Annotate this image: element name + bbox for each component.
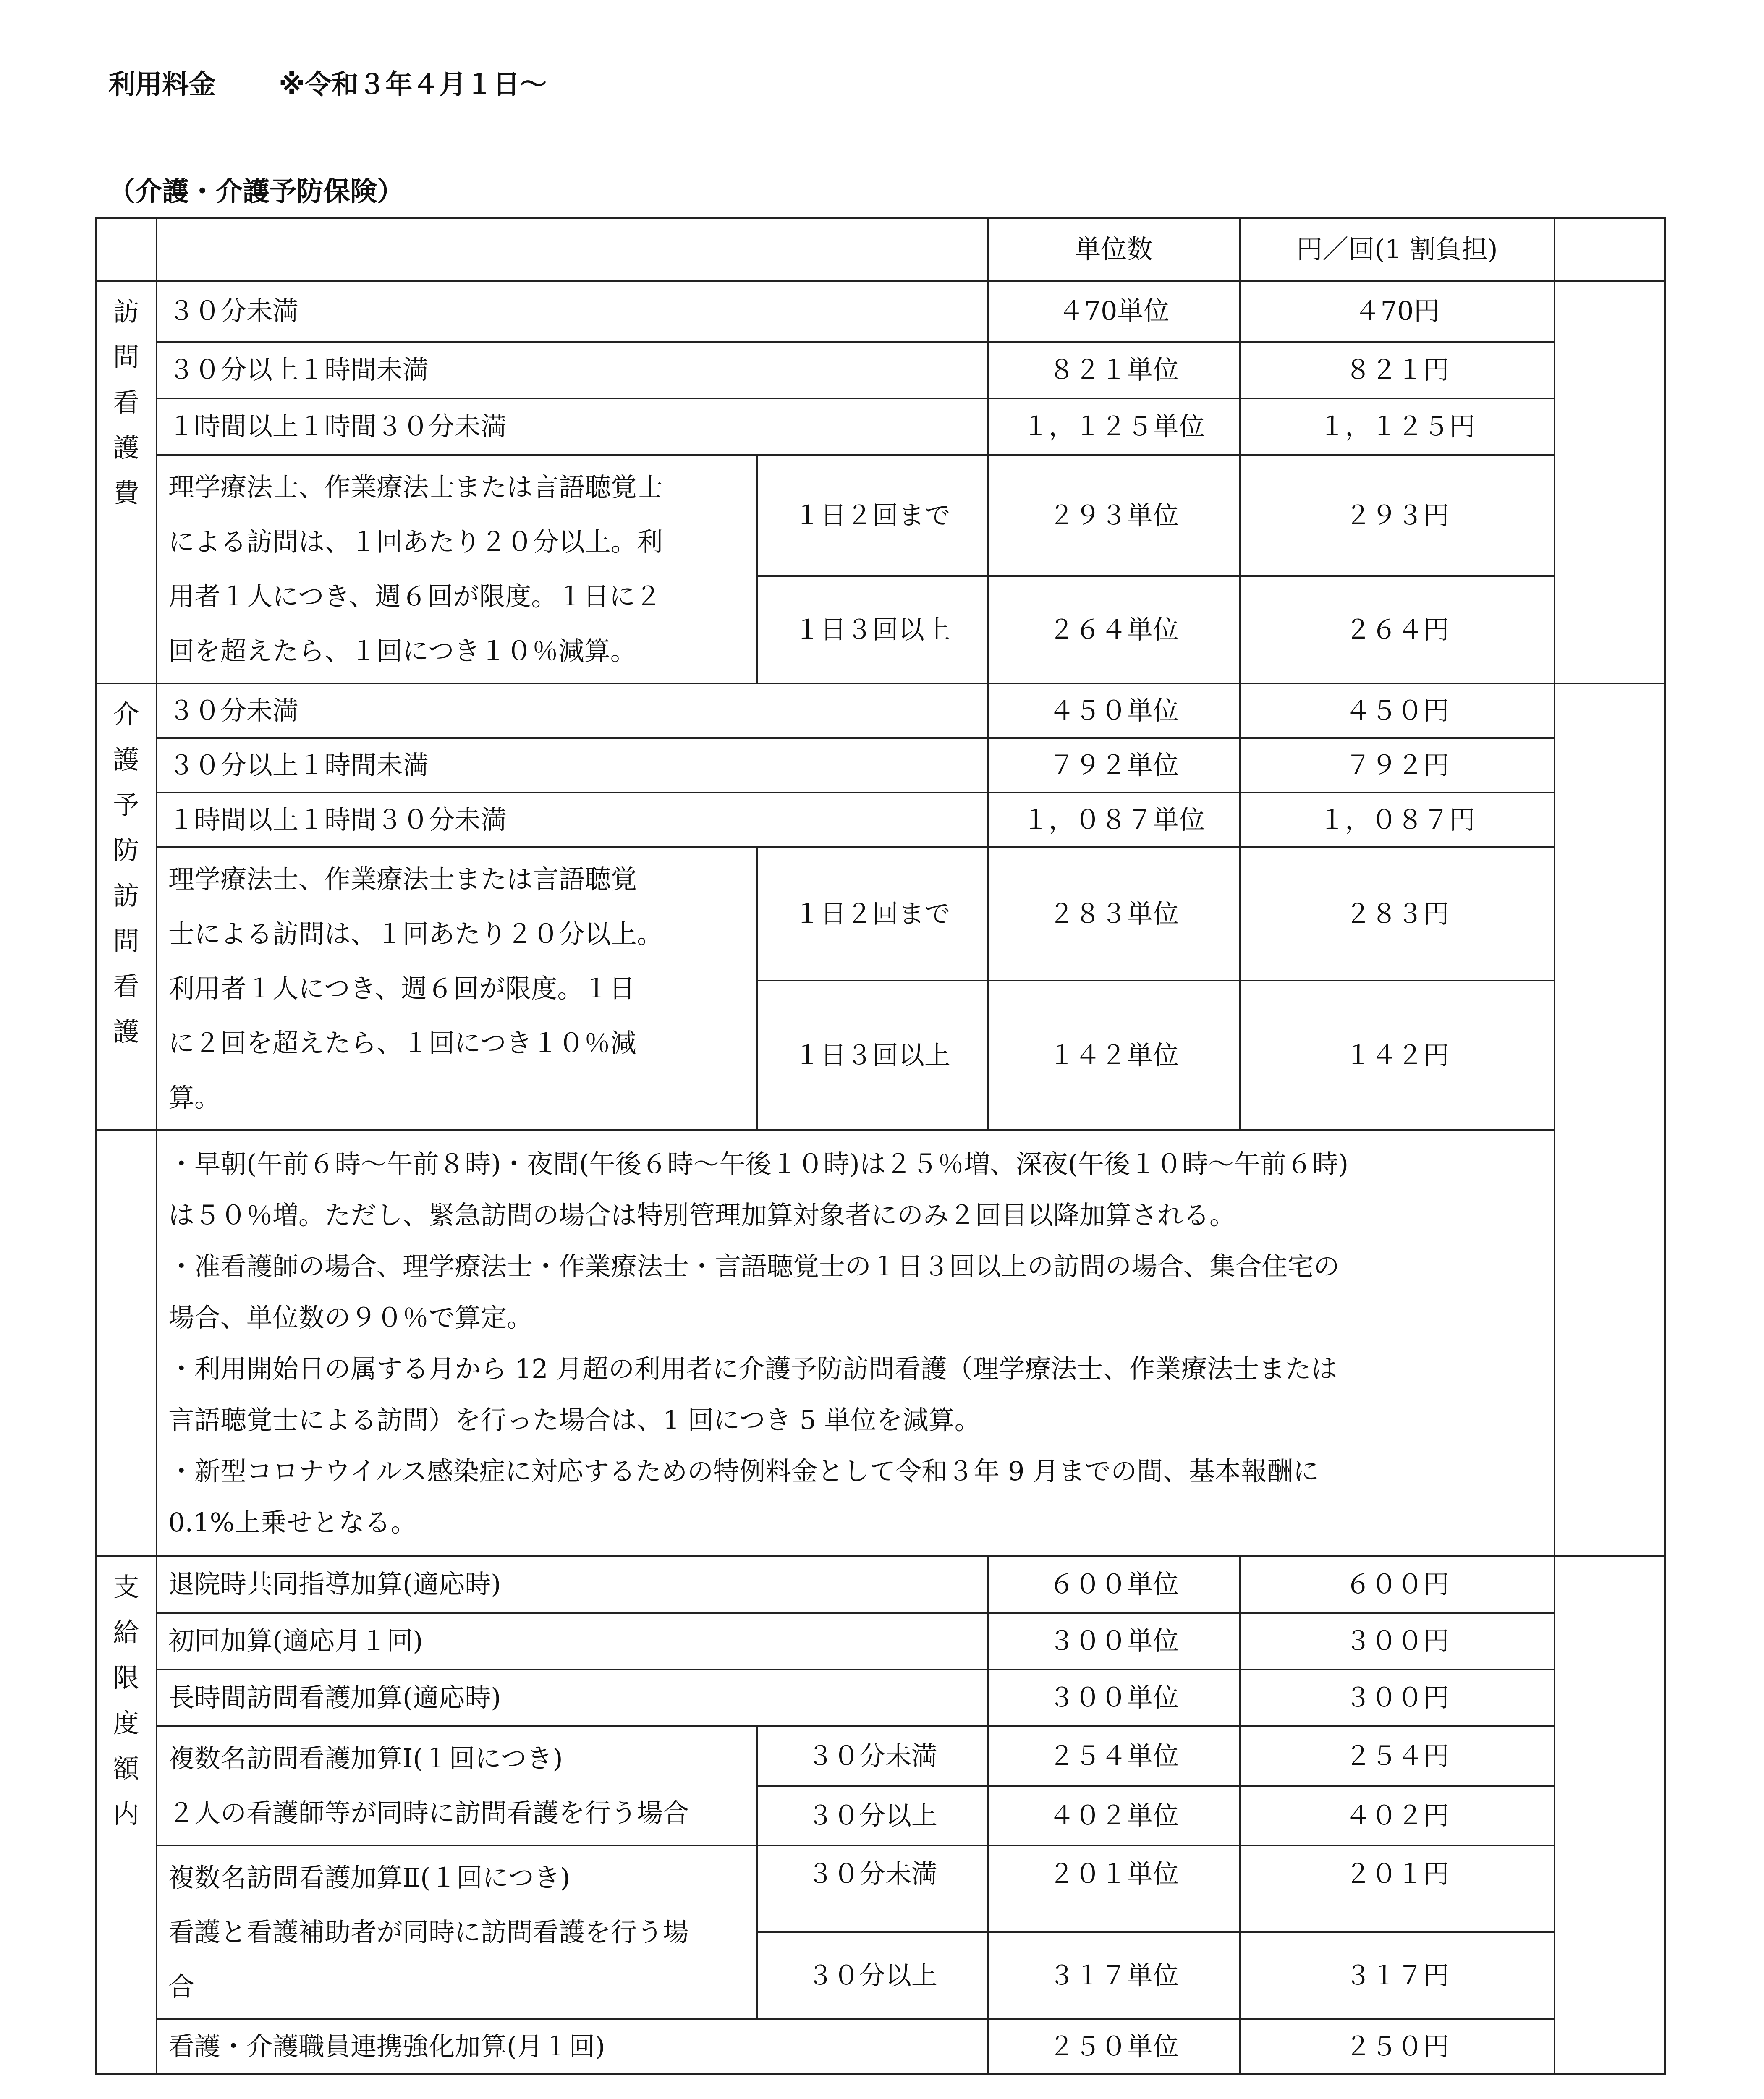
row-yen: ７９２円 — [1240, 738, 1555, 793]
fukusu1-description — [157, 1726, 757, 1845]
header-row — [96, 218, 1665, 281]
row-yen: ４０２円 — [1240, 1786, 1555, 1845]
row-label: １時間以上１時間３０分未満 — [157, 793, 988, 847]
table-row — [96, 683, 1665, 738]
table-row — [96, 793, 1665, 847]
note-line: ・准看護師の場合、理学療法士・作業療法士・言語聴覚士の１日３回以上の訪問の場合、集合住宅の — [168, 1251, 1340, 1282]
row-units: ２０１単位 — [988, 1845, 1240, 1932]
desc-line: 理学療法士、作業療法士または言語聴覚 — [168, 864, 637, 895]
desc-line: 用者１人につき、週６回が限度。１日に２ — [168, 581, 662, 612]
header-empty-cell — [96, 218, 157, 281]
table-row — [96, 847, 1665, 981]
blank-cell — [1555, 1556, 1665, 2074]
table-row — [96, 398, 1665, 455]
sub-label: １日２回まで — [757, 455, 988, 576]
sub-label: ３０分以上 — [757, 1786, 988, 1845]
row-units: ７９２単位 — [988, 738, 1240, 793]
desc-line: 複数名訪問看護加算Ⅱ(１回につき) — [168, 1862, 571, 1893]
blank-cell — [1555, 683, 1665, 1556]
row-units: ２６４単位 — [988, 576, 1240, 683]
sub-label: １日３回以上 — [757, 576, 988, 683]
header-yen: 円／回(1 割負担) — [1240, 218, 1555, 281]
group-label-char: 支 — [113, 1572, 139, 1602]
desc-line: に２回を超えたら、１回につき１０％減 — [168, 1028, 636, 1058]
page-title: 利用料金 — [108, 69, 216, 100]
group-label-char: 給 — [113, 1617, 139, 1648]
row-label: ３０分以上１時間未満 — [157, 342, 988, 398]
desc-line: 看護と看護補助者が同時に訪問看護を行う場 — [168, 1917, 689, 1947]
therapy-description — [157, 455, 757, 683]
group-label-char: 問 — [113, 926, 139, 956]
group-label-char: 防 — [113, 835, 139, 866]
note-line: 場合、単位数の９０％で算定。 — [168, 1302, 533, 1333]
row-units: ３１７単位 — [988, 1932, 1240, 2019]
footer-note — [870, 2096, 1636, 2099]
row-label: 看護・介護職員連携強化加算(月１回) — [157, 2019, 988, 2074]
group-label-char: 護 — [113, 432, 139, 463]
note-line: ・利用開始日の属する月から 12 月超の利用者に介護予防訪問看護（理学療法士、作業療法士または — [168, 1353, 1337, 1384]
desc-line: 回を超えたら、１回につき１０％減算。 — [168, 636, 636, 666]
row-units: １４２単位 — [988, 981, 1240, 1130]
sub-label: ３０分未満 — [757, 1845, 988, 1932]
row-yen: ２５４円 — [1240, 1726, 1555, 1786]
desc-line: による訪問は、１回あたり２０分以上。利 — [168, 526, 663, 557]
row-units: １，１２５単位 — [988, 398, 1240, 455]
row-units: ４５０単位 — [988, 683, 1240, 738]
row-label: １時間以上１時間３０分未満 — [157, 398, 988, 455]
row-units: ２５０単位 — [988, 2019, 1240, 2074]
row-yen: ２６４円 — [1240, 576, 1555, 683]
blank-cell — [1555, 281, 1665, 683]
group-label-char: 看 — [113, 387, 139, 418]
table-row — [96, 738, 1665, 793]
group-label-yobou — [96, 683, 157, 1130]
group-label-char: 限 — [113, 1662, 139, 1693]
desc-line: 士による訪問は、１回あたり２０分以上。 — [168, 919, 663, 949]
header-empty-cell — [157, 218, 988, 281]
table-row — [96, 1613, 1665, 1670]
row-yen: ８２１円 — [1240, 342, 1555, 398]
row-yen: ２０１円 — [1240, 1845, 1555, 1932]
row-units: ２５４単位 — [988, 1726, 1240, 1786]
row-label: ３０分以上１時間未満 — [157, 738, 988, 793]
row-label: ３０分未満 — [157, 683, 988, 738]
row-units: ６００単位 — [988, 1556, 1240, 1613]
note-line: 0.1%上乗せとなる。 — [168, 1507, 417, 1538]
row-units: ３００単位 — [988, 1670, 1240, 1726]
fee-table — [95, 217, 1666, 2075]
notes-cell — [157, 1130, 1555, 1556]
row-yen: １４２円 — [1240, 981, 1555, 1130]
row-units: ４70単位 — [988, 281, 1240, 342]
group-label-char: 護 — [113, 744, 139, 775]
group-label-char: 訪 — [113, 296, 139, 327]
group-label-char: 介 — [113, 699, 139, 730]
section-heading: （介護・介護予防保険） — [108, 176, 404, 207]
effective-date-note: ※令和３年４月１日～ — [279, 69, 547, 100]
sub-label: ３０分未満 — [757, 1726, 988, 1786]
desc-line: 合 — [168, 1971, 195, 2002]
group-label-char: 問 — [113, 342, 139, 372]
group-label-char: 度 — [113, 1708, 139, 1738]
page-title-row — [108, 63, 547, 102]
header-units: 単位数 — [988, 218, 1240, 281]
row-yen: ６００円 — [1240, 1556, 1555, 1613]
row-label: ３０分未満 — [157, 281, 988, 342]
row-yen: ３１７円 — [1240, 1932, 1555, 2019]
table-row — [96, 342, 1665, 398]
group-label-houmon — [96, 281, 157, 683]
table-row — [96, 2019, 1665, 2074]
row-yen: １，０８７円 — [1240, 793, 1555, 847]
group-label-char: 内 — [113, 1798, 139, 1829]
sub-label: ３０分以上 — [757, 1932, 988, 2019]
row-units: ２９３単位 — [988, 455, 1240, 576]
group-label-char: 費 — [113, 478, 139, 508]
note-line: は５０％増。ただし、緊急訪問の場合は特別管理加算対象者にのみ２回目以降加算される。 — [168, 1199, 1236, 1230]
desc-line: 算。 — [168, 1082, 221, 1113]
group-label-char: 額 — [113, 1753, 139, 1784]
table-row — [96, 1556, 1665, 1613]
row-yen: ３００円 — [1240, 1670, 1555, 1726]
note-line: ・新型コロナウイルス感染症に対応するための特例料金として令和３年 9 月までの間、基本報酬に — [168, 1455, 1319, 1487]
row-yen: ２８３円 — [1240, 847, 1555, 981]
row-label: 初回加算(適応月１回) — [157, 1613, 988, 1670]
row-yen: ４５０円 — [1240, 683, 1555, 738]
fukusu2-description — [157, 1845, 757, 2019]
row-yen: ２９３円 — [1240, 455, 1555, 576]
therapy-description — [157, 847, 757, 1130]
desc-line: 利用者１人につき、週６回が限度。１日 — [168, 973, 636, 1004]
desc-line: ２人の看護師等が同時に訪問看護を行う場合 — [168, 1798, 689, 1828]
row-yen: ４70円 — [1240, 281, 1555, 342]
row-units: ２８３単位 — [988, 847, 1240, 981]
table-row — [96, 455, 1665, 576]
note-line: 言語聴覚士による訪問）を行った場合は、1 回につき 5 単位を減算。 — [168, 1404, 981, 1435]
row-units: ３００単位 — [988, 1613, 1240, 1670]
table-row — [96, 1670, 1665, 1726]
sub-label: １日２回まで — [757, 847, 988, 981]
group-label-char: 看 — [113, 971, 139, 1002]
blank-cell — [96, 1130, 157, 1556]
group-label-char: 護 — [113, 1016, 139, 1047]
sub-label: １日３回以上 — [757, 981, 988, 1130]
group-label-char: 予 — [113, 790, 139, 820]
desc-line: 複数名訪問看護加算Ⅰ(１回につき) — [168, 1743, 563, 1774]
table-row — [96, 1726, 1665, 1786]
row-units: ８２１単位 — [988, 342, 1240, 398]
table-row — [96, 1845, 1665, 1932]
notes-row — [96, 1130, 1665, 1556]
group-label-kyufu — [96, 1556, 157, 2074]
row-yen: ３００円 — [1240, 1613, 1555, 1670]
header-empty-cell — [1555, 218, 1665, 281]
table-row — [96, 281, 1665, 342]
note-line: ・早朝(午前６時～午前８時)・夜間(午後６時～午後１０時)は２５％増、深夜(午後１０時～午前６時) — [168, 1148, 1349, 1179]
row-units: １，０８７単位 — [988, 793, 1240, 847]
row-yen: ２５０円 — [1240, 2019, 1555, 2074]
desc-line: 理学療法士、作業療法士または言語聴覚士 — [168, 472, 663, 503]
row-label: 長時間訪問看護加算(適応時) — [157, 1670, 988, 1726]
row-label: 退院時共同指導加算(適応時) — [157, 1556, 988, 1613]
group-label-char: 訪 — [113, 880, 139, 911]
row-yen: １，１２５円 — [1240, 398, 1555, 455]
row-units: ４０２単位 — [988, 1786, 1240, 1845]
